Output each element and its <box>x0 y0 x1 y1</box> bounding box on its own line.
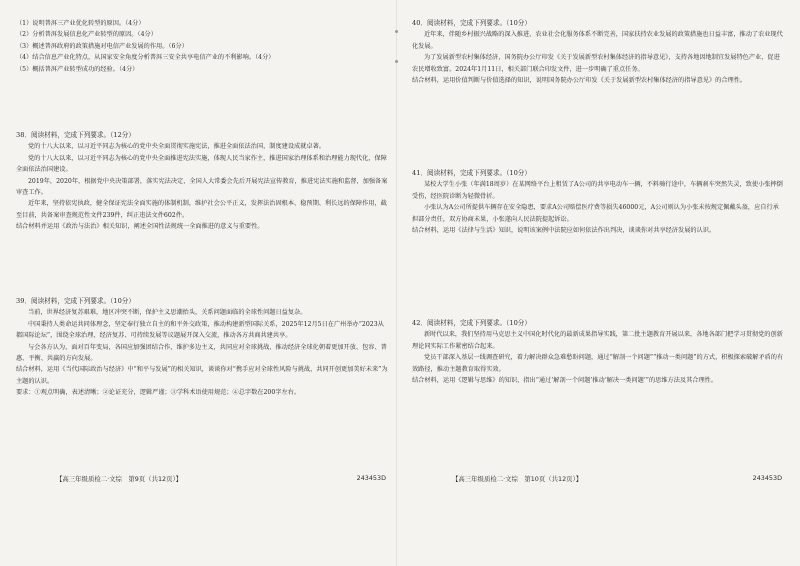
footer-code: 243453D <box>752 474 782 482</box>
page-left <box>16 18 388 548</box>
q41 <box>412 168 784 236</box>
q41-para-2: 小张认为A公司所提供车辆存在安全隐患，要求A公司赔偿医疗费等损失46000元，A公司则认为小张未按规定佩戴头盔，应自行承担部分责任，双方协商未果，小张遂向人民法院提起诉讼。 <box>412 204 779 223</box>
center-fold <box>396 0 397 566</box>
q39 <box>16 296 388 399</box>
footer-title: 【高三年级质检二·文综 第10页（共12页）】 <box>452 475 583 483</box>
scan-speck <box>395 30 398 33</box>
q41-prompt: 结合材料，运用《法律与生活》知识，说明该案例中法院应如何依法作出判决，谈谈你对共享经济发展的认识。 <box>412 227 716 235</box>
footer-code: 243453D <box>356 474 386 482</box>
q37-sub-5: （5）概括普洱产业转型成功的经验。（4分） <box>16 65 139 73</box>
page-right <box>412 18 784 548</box>
footer-title: 【高三年级质检二·文综 第9页（共12页）】 <box>56 475 183 483</box>
q42-para-1: 新时代以来，我们坚持用马克思主义中国化时代化的最新成果指导实践，第二批主题教育开展以来，各地各部门把学习贯彻党的创新理论同实际工作紧密结合起来。 <box>412 331 783 350</box>
page-footer-right <box>452 474 782 483</box>
q37-tail <box>16 18 388 75</box>
q40-para-1: 近年来，伴随乡村振兴战略的深入推进，农业社会化服务体系不断完善，国家扶持农业发展的政策措施也日益丰富，推动了农业现代化发展。 <box>412 31 783 50</box>
q42-prompt: 结合材料，运用《逻辑与思维》的知识，指出“通过‘解剖一个问题’推动‘解决一类问题’”的思维方法及其合理性。 <box>412 377 718 385</box>
q38 <box>16 130 388 233</box>
q42-title: 42．阅读材料，完成下列要求。（10分） <box>412 319 531 327</box>
q39-requirements: 要求：①观点明确，表述清晰；②论证充分，逻辑严谨；③学科术语使用规范；④总字数在200字左右。 <box>16 389 301 397</box>
q38-prompt: 结合材料并运用《政治与法治》相关知识，阐述全国性法规统一全面推进的意义与重要性。 <box>16 223 264 231</box>
q40-title: 40．阅读材料，完成下列要求。（10分） <box>412 19 531 27</box>
q39-para-3: 与会各方认为，面对百年变局，各国应加强团结合作，维护多边主义，共同应对全球挑战，推动经济全球化朝着更加开放、包容、普惠、平衡、共赢的方向发展。 <box>16 343 387 363</box>
q37-sub-1: （1）说明普洱三产业优化转型的原因。（4分） <box>16 20 145 27</box>
q40-prompt: 结合材料，运用价值判断与价值选择的知识，说明国务院办公厅印发《关于发展新型农村集体经济的指导意见》的合理性。 <box>412 77 747 85</box>
q42-para-2: 党员干部深入基层一线调查研究，着力解决群众急难愁盼问题，通过“解剖一个问题”“推动一类问题”的方式，积极探索破解矛盾的有效路径，推动主题教育取得实效。 <box>412 354 784 373</box>
q38-para-1: 党的十八大以来，以习近平同志为核心的党中央全面贯彻实施宪法，推进全面依法治国，制度建设成就卓著。 <box>28 143 325 151</box>
q39-para-1: 当前，世界经济复苏艰难，地区冲突不断，保护主义思潮抬头，关系问题面临的全球性问题日益复杂。 <box>28 309 307 317</box>
q41-para-1: 某校大学生小张（年满18周岁）在某网络平台上租赁了A公司的共享电动车一辆，不料骑行途中，车辆刹车突然失灵，致使小张摔倒受伤，经医院诊断为轻微骨折。 <box>412 181 783 200</box>
q38-title: 38．阅读材料，完成下列要求。（12分） <box>16 131 135 139</box>
q40-para-2: 为了发展新型农村集体经济，国务院办公厅印发《关于发展新型农村集体经济的指导意见》，支持各地因地制宜发展特色产业，促进农民增收致富。2024年1月11日，相关部门联合印发文件，进一步明确了重点任务。 <box>412 54 780 73</box>
q41-title: 41．阅读材料，完成下列要求。（10分） <box>412 169 531 177</box>
page-footer-left <box>56 474 386 483</box>
q39-para-2: 中国秉持人类命运共同体理念，坚定奉行独立自主的和平外交政策，推动构建新型国际关系，2025年12月5日在广州举办“2023从都国际论坛”，围绕全球治理、经济复苏、可持续发展等议题展开深入交流，推动各方共商共建共享。 <box>16 320 384 340</box>
q38-para-3: 2019年，2020年，根据党中央决策部署，落实宪法决定，全国人大常委会先后开展宪法宣传教育，推进宪法实施和监督，加强备案审查工作。 <box>16 177 388 197</box>
q37-sub-2: （2）分析普洱发展信息化产业转型的原因。（4分） <box>16 31 157 39</box>
q39-prompt: 结合材料，运用《当代国际政治与经济》中“和平与发展”的相关知识，谈谈你对“携手应对全球性风险与挑战，共同开创更加美好未来”为主题的认识。 <box>16 366 388 385</box>
q37-sub-3: （3）概述普洱政府的政策措施对电信产业发展的作用。（6分） <box>16 42 188 50</box>
q42 <box>412 318 784 386</box>
q37-sub-4: （4）结合信息产业化特点，从国家安全角度分析普洱三安全共享电信产业的不利影响。（4分） <box>16 54 275 62</box>
q39-title: 39．阅读材料，完成下列要求。（10分） <box>16 297 135 305</box>
q40 <box>412 18 784 86</box>
q38-para-4: 近年来，坚持依宪执政，健全保证宪法全面实施的体制机制，维护社会公平正义，发挥法治固根本、稳预期、利长远的保障作用，截至目前，共备案审查规范性文件239件，纠正违法文件602件。 <box>16 200 387 219</box>
q38-para-2: 党的十八大以来，以习近平同志为核心的党中央全面推进宪法实施，体现人民当家作主，推进国家治理体系和治理能力现代化，保障全面依法治国建设。 <box>16 154 387 174</box>
scan-speck <box>395 60 398 63</box>
